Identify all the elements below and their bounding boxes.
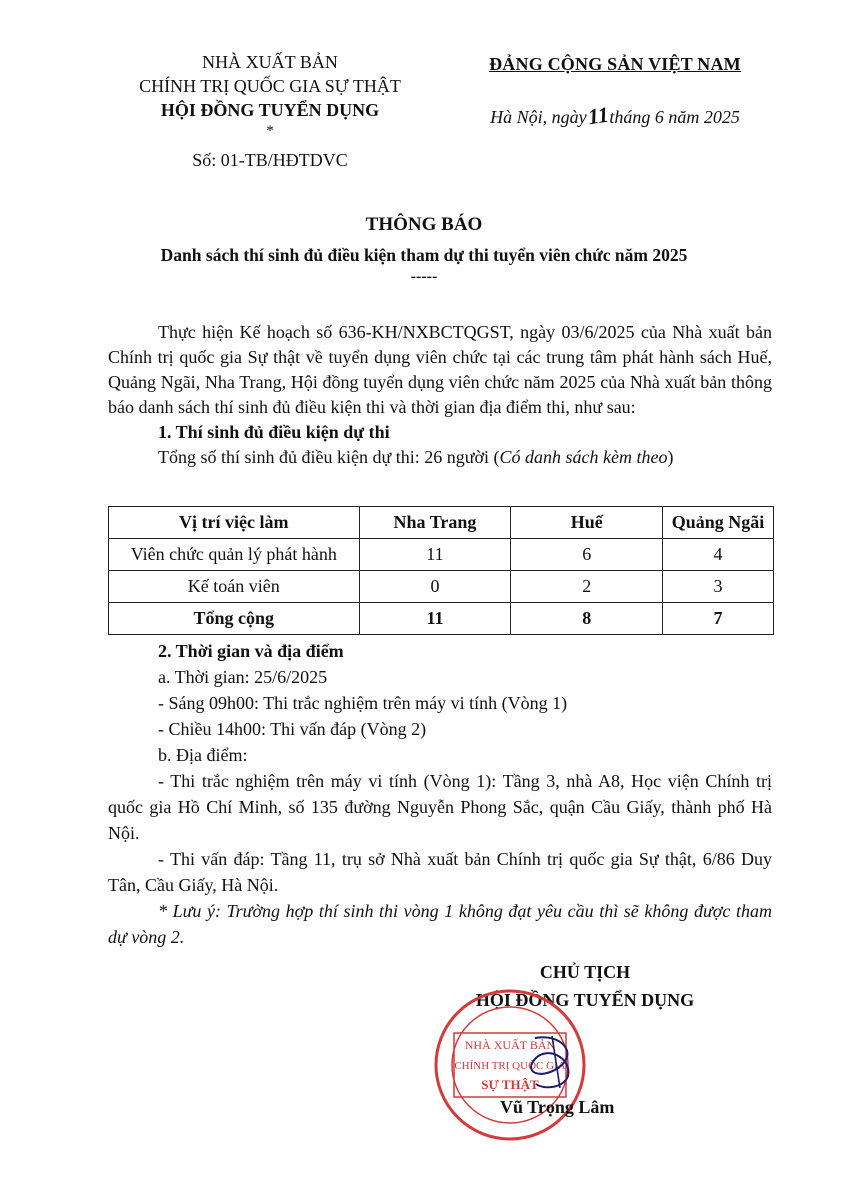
section1-heading: 1. Thí sinh đủ điều kiện dự thi	[158, 422, 390, 442]
table-cell: 4	[663, 539, 774, 571]
note-paragraph: * Lưu ý: Trường hợp thí sinh thi vòng 1 không đạt yêu cầu thì sẽ không được tham dự vòng 2.	[108, 901, 772, 947]
place-label: b. Địa điểm:	[158, 745, 248, 765]
total-note: Có danh sách kèm theo	[499, 447, 668, 467]
table-header-cell: Huế	[511, 507, 663, 539]
title-divider: -----	[410, 268, 438, 285]
seal-text-1: NHÀ XUẤT BẢN	[464, 1038, 556, 1052]
table-total-row	[109, 603, 774, 635]
total-text: Tổng số thí sinh đủ điều kiện dự thi: 26 người (	[158, 447, 500, 467]
table-header-row	[109, 507, 774, 539]
table-total-cell: 7	[663, 603, 774, 635]
table-cell: 2	[511, 571, 663, 603]
morning-session: - Sáng 09h00: Thi trắc nghiệm trên máy vi tính (Vòng 1)	[158, 693, 568, 713]
publisher-name: NHÀ XUẤT BẢN	[202, 52, 338, 72]
table-cell: Kế toán viên	[109, 571, 360, 603]
table-cell: 11	[359, 539, 511, 571]
table-cell: 0	[359, 571, 511, 603]
body-section-2	[108, 638, 772, 950]
table-cell: Viên chức quản lý phát hành	[109, 539, 360, 571]
place-round-1: - Thi trắc nghiệm trên máy vi tính (Vòng 1): Tầng 3, nhà A8, Học viện Chính trị quốc gia Hồ Chí Minh, số 135 đường Nguyễn Phong Sắc, quận Cầu Giấy, thành phố Hà Nội.	[108, 771, 772, 843]
table-cell: 3	[663, 571, 774, 603]
handwritten-signature	[440, 1028, 590, 1098]
seal-text-2: CHÍNH TRỊ QUỐC GIA	[454, 1060, 566, 1072]
table-header-cell: Quảng Ngãi	[663, 507, 774, 539]
table-total-cell: 11	[359, 603, 511, 635]
date-prefix: Hà Nội, ngày	[490, 107, 587, 127]
date-suffix: tháng 6 năm 2025	[609, 107, 740, 127]
table-row	[109, 571, 774, 603]
document-subtitle: Danh sách thí sinh đủ điều kiện tham dự thi tuyển viên chức năm 2025	[160, 245, 688, 265]
header-star: *	[266, 123, 274, 139]
table-header-cell: Nha Trang	[359, 507, 511, 539]
signature-stroke	[531, 1037, 568, 1087]
issuer-header	[100, 50, 440, 172]
date-day: 11	[585, 101, 610, 130]
total-candidates	[108, 445, 772, 470]
document-date	[440, 103, 790, 129]
place-round-2: - Thi vấn đáp: Tầng 11, trụ sở Nhà xuất bản Chính trị quốc gia Sự thật, 6/86 Duy Tân, Cầu Giấy, Hà Nội.	[108, 849, 772, 895]
table-cell: 6	[511, 539, 663, 571]
seal-text-3: SỰ THẬT	[481, 1077, 539, 1092]
party-name: ĐẢNG CỘNG SẢN VIỆT NAM	[489, 54, 741, 74]
candidates-table	[108, 506, 774, 635]
table-row	[109, 539, 774, 571]
table-header-cell: Vị trí việc làm	[109, 507, 360, 539]
signer-council: HỘI ĐỒNG TUYỂN DỤNG	[475, 990, 695, 1010]
afternoon-session: - Chiều 14h00: Thi vấn đáp (Vòng 2)	[158, 719, 427, 739]
signature-stroke	[552, 1036, 560, 1088]
signer-role: CHỦ TỊCH	[539, 962, 631, 982]
table-total-cell: Tổng cộng	[109, 603, 360, 635]
intro-paragraph: Thực hiện Kế hoạch số 636-KH/NXBCTQGST, ngày 03/6/2025 của Nhà xuất bản Chính trị quốc gia Sự thật về tuyển dụng viên chức tại các trung tâm phát hành sách Huế, Quảng Ngãi, Nha Trang, Hội đồng tuyển dụng viên chức năm 2025 của Nhà xuất bản thông báo danh sách thí sinh đủ điều kiện thi và thời gian địa điểm thi, như sau:	[108, 322, 772, 417]
exam-date: a. Thời gian: 25/6/2025	[158, 667, 328, 687]
title-block	[0, 214, 848, 286]
national-header	[440, 54, 790, 129]
total-close: )	[667, 447, 674, 467]
table-total-cell: 8	[511, 603, 663, 635]
council-name: HỘI ĐỒNG TUYỂN DỤNG	[160, 100, 380, 120]
body-section-1	[108, 320, 772, 470]
publisher-fullname: CHÍNH TRỊ QUỐC GIA SỰ THẬT	[139, 76, 401, 96]
document-title: THÔNG BÁO	[365, 214, 483, 235]
signer-name: Vũ Trọng Lâm	[500, 1097, 615, 1117]
section2-heading: 2. Thời gian và địa điểm	[158, 641, 344, 661]
document-number: Số: 01-TB/HĐTDVC	[192, 150, 348, 170]
